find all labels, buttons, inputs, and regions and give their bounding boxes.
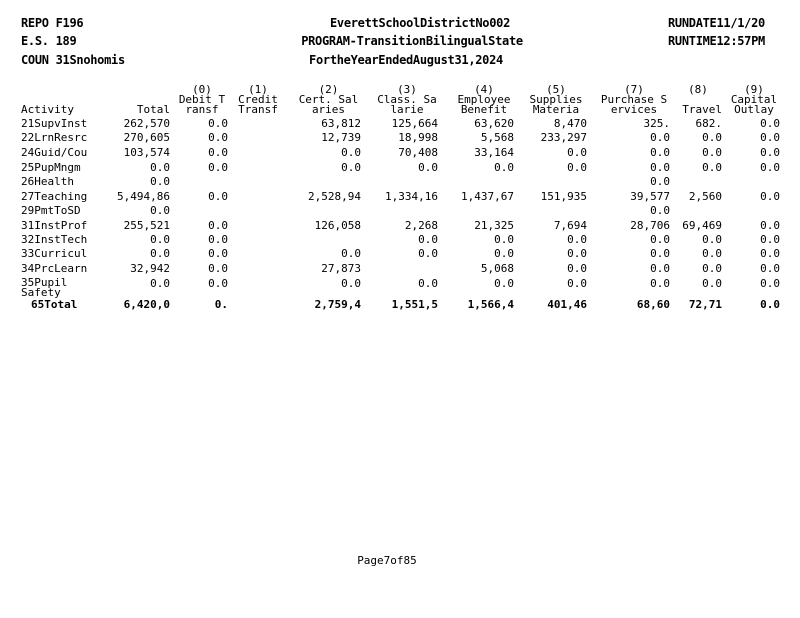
cell-value: 0.0 — [494, 248, 514, 260]
cell-value: 69,469 — [682, 220, 722, 232]
cell-value: 0.0 — [567, 278, 587, 290]
cell-value: 0.0 — [760, 234, 780, 246]
program-name: PROGRAM-TransitionBilingualState — [301, 34, 523, 48]
cell-value: 0.0 — [341, 147, 361, 159]
cell-value: 0.0 — [150, 162, 170, 174]
cell-value: 0.0 — [150, 205, 170, 217]
column-header: Debit Transf — [178, 95, 226, 115]
cell-value: 0.0 — [650, 263, 670, 275]
column-header: Total — [136, 105, 170, 115]
cell-value: 125,664 — [391, 118, 438, 130]
cell-value: 0.0 — [208, 191, 228, 203]
cell-value: 0.0 — [150, 234, 170, 246]
cell-value: 2,560 — [688, 191, 722, 203]
row-label: 29PmtToSD — [21, 205, 81, 217]
cell-value: 2,759,4 — [314, 299, 361, 311]
cell-value: 6,420,0 — [123, 299, 170, 311]
cell-value: 0.0 — [567, 234, 587, 246]
cell-value: 27,873 — [321, 263, 361, 275]
cell-value: 0.0 — [650, 278, 670, 290]
cell-value: 0.0 — [702, 234, 722, 246]
column-header: Class. Salarie — [377, 95, 437, 115]
cell-value: 0.0 — [760, 162, 780, 174]
cell-value: 0.0 — [650, 234, 670, 246]
cell-value: 0.0 — [650, 132, 670, 144]
cell-value: 70,408 — [398, 147, 438, 159]
cell-value: 0.0 — [702, 263, 722, 275]
cell-value: 0.0 — [208, 234, 228, 246]
row-label: 21SupvInst — [21, 118, 88, 130]
cell-value: 0.0 — [567, 162, 587, 174]
row-label: 35Pupil Safety — [21, 278, 68, 299]
column-number: (9) — [744, 85, 764, 95]
column-header: Capital Outlay — [730, 95, 778, 115]
row-label: 25PupMngm — [21, 162, 81, 174]
cell-value: 0.0 — [760, 191, 780, 203]
cell-value: 18,998 — [398, 132, 438, 144]
cell-value: 5,568 — [480, 132, 514, 144]
column-number: (1) — [248, 85, 268, 95]
cell-value: 32,942 — [130, 263, 170, 275]
cell-value: 0.0 — [208, 118, 228, 130]
cell-value: 63,620 — [474, 118, 514, 130]
column-number: (2) — [318, 85, 339, 95]
row-label: 26Health — [21, 176, 74, 188]
cell-value: 0.0 — [208, 220, 228, 232]
cell-value: 0.0 — [702, 162, 722, 174]
cell-value: 0.0 — [341, 248, 361, 260]
cell-value: 0.0 — [702, 147, 722, 159]
column-header: Activity — [21, 105, 74, 115]
column-header: Cert. Salaries — [298, 95, 359, 115]
cell-value: 1,566,4 — [467, 299, 514, 311]
run-time: RUNTIME12:57PM — [668, 34, 765, 48]
cell-value: 0.0 — [760, 299, 780, 311]
cell-value: 0.0 — [650, 147, 670, 159]
cell-value: 103,574 — [123, 147, 170, 159]
cell-value: 0.0 — [760, 132, 780, 144]
column-number: (4) — [474, 85, 494, 95]
cell-value: 0.0 — [567, 263, 587, 275]
cell-value: 262,570 — [123, 118, 170, 130]
cell-value: 28,706 — [630, 220, 670, 232]
cell-value: 0.0 — [341, 162, 361, 174]
cell-value: 0.0 — [494, 162, 514, 174]
cell-value: 0.0 — [208, 132, 228, 144]
cell-value: 68,60 — [636, 299, 670, 311]
row-label: 65Total — [31, 299, 78, 311]
cell-value: 0.0 — [760, 263, 780, 275]
cell-value: 0.0 — [650, 162, 670, 174]
cell-value: 0.0 — [760, 248, 780, 260]
row-label: 27Teaching — [21, 191, 88, 203]
cell-value: 0.0 — [208, 162, 228, 174]
cell-value: 401,46 — [547, 299, 587, 311]
column-header: Employee Benefit — [457, 95, 511, 115]
cell-value: 0.0 — [418, 234, 438, 246]
cell-value: 12,739 — [321, 132, 361, 144]
cell-value: 0.0 — [760, 220, 780, 232]
cell-value: 7,694 — [553, 220, 587, 232]
cell-value: 72,71 — [688, 299, 722, 311]
column-number: (8) — [688, 85, 708, 95]
column-header: Purchase Services — [600, 95, 668, 115]
fiscal-period: FortheYearEndedAugust31,2024 — [309, 53, 503, 67]
cell-value: 1,437,67 — [461, 191, 514, 203]
column-number: (3) — [397, 85, 417, 95]
cell-value: 0.0 — [150, 278, 170, 290]
cell-value: 0.0 — [494, 234, 514, 246]
cell-value: 255,521 — [123, 220, 170, 232]
page-number: Page7of85 — [357, 554, 417, 567]
cell-value: 0. — [214, 299, 228, 311]
cell-value: 0.0 — [760, 118, 780, 130]
cell-value: 0.0 — [150, 176, 170, 188]
cell-value: 0.0 — [208, 278, 228, 290]
es-number: E.S. 189 — [21, 34, 77, 48]
cell-value: 233,297 — [540, 132, 587, 144]
cell-value: 325. — [643, 118, 670, 130]
cell-value: 2,528,94 — [308, 191, 361, 203]
column-header: Travel — [682, 105, 722, 115]
county: COUN 31Snohomis — [21, 53, 125, 67]
cell-value: 0.0 — [702, 132, 722, 144]
cell-value: 0.0 — [208, 147, 228, 159]
cell-value: 1,334,16 — [385, 191, 438, 203]
column-number: (0) — [192, 85, 212, 95]
row-label: 33Curricul — [21, 248, 88, 260]
cell-value: 0.0 — [760, 278, 780, 290]
row-label: 34PrcLearn — [21, 263, 88, 275]
cell-value: 5,068 — [480, 263, 514, 275]
cell-value: 0.0 — [341, 278, 361, 290]
cell-value: 21,325 — [474, 220, 514, 232]
cell-value: 0.0 — [760, 147, 780, 159]
cell-value: 0.0 — [650, 248, 670, 260]
cell-value: 0.0 — [150, 248, 170, 260]
row-label: 22LrnResrc — [21, 132, 88, 144]
cell-value: 0.0 — [418, 278, 438, 290]
cell-value: 5,494,86 — [117, 191, 170, 203]
cell-value: 39,577 — [630, 191, 670, 203]
cell-value: 151,935 — [540, 191, 587, 203]
cell-value: 0.0 — [650, 205, 670, 217]
row-label: 32InstTech — [21, 234, 88, 246]
cell-value: 270,605 — [123, 132, 170, 144]
cell-value: 8,470 — [553, 118, 587, 130]
row-label: 31InstProf — [21, 220, 88, 232]
cell-value: 0.0 — [418, 248, 438, 260]
row-label: 24Guid/Cou — [21, 147, 88, 159]
cell-value: 63,812 — [321, 118, 361, 130]
column-header: Credit Transf — [238, 95, 278, 115]
cell-value: 682. — [695, 118, 722, 130]
cell-value: 0.0 — [567, 147, 587, 159]
cell-value: 33,164 — [474, 147, 514, 159]
run-date: RUNDATE11/1/20 — [668, 16, 765, 30]
cell-value: 0.0 — [208, 248, 228, 260]
cell-value: 0.0 — [567, 248, 587, 260]
cell-value: 126,058 — [314, 220, 361, 232]
report-id: REPO F196 — [21, 16, 84, 30]
district-name: EverettSchoolDistrictNo002 — [329, 16, 511, 30]
column-number: (7) — [624, 85, 644, 95]
cell-value: 1,551,5 — [391, 299, 438, 311]
cell-value: 0.0 — [650, 176, 670, 188]
cell-value: 2,268 — [404, 220, 438, 232]
cell-value: 0.0 — [494, 278, 514, 290]
cell-value: 0.0 — [702, 278, 722, 290]
column-header: Supplies Materia — [529, 95, 583, 115]
cell-value: 0.0 — [702, 248, 722, 260]
cell-value: 0.0 — [208, 263, 228, 275]
column-number: (5) — [546, 85, 566, 95]
cell-value: 0.0 — [418, 162, 438, 174]
